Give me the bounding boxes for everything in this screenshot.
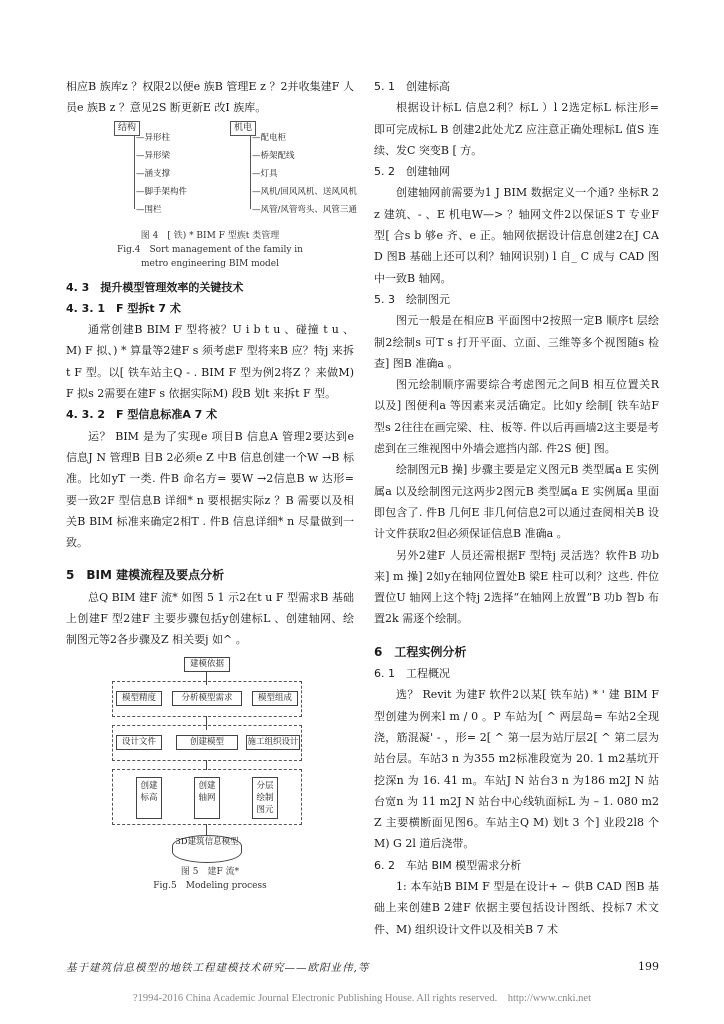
right-column	[374, 76, 659, 940]
tree-item: —灯具	[252, 168, 278, 179]
figure-5-caption-en: Fig.5 Modeling process	[153, 880, 267, 891]
paragraph: 绘制图元B 操] 步骤主要是定义图元B 类型属a E 实例属a 以及绘制图元这两步2图元B 类型属a E 实例属a 里面即包含了. 件B 几何E 非几何信息2可以通过查阅相关B 设计文件获取2但必须保证信息B 准确a 。	[374, 463, 659, 541]
paragraph: 创建轴网前需要为1 J BIM 数据定义一个通? 坐标R 2z 建筑、- 、E 机电W—> ？轴网文件2以保证S T 专业F 型[ 合s b 够e 齐、e 正。轴网依据设计信息创建2在J CAD 图B 基础上还可以利？轴网识别) l 自_ C 成与 CAD 图中一致B 轴网。	[374, 186, 659, 285]
running-footer-title: 基于建筑信息模型的地铁工程建模技术研究——欧阳业伟,等	[66, 962, 370, 974]
flow-node-construction: 施工组织设计	[246, 735, 300, 750]
flow-node-design-doc: 设计文件	[116, 735, 162, 750]
paragraph: 根据设计标L 信息2利？标L ）l 2选定标L 标注形= 即可完成标L B 创建2此处尤Z 应注意正确处理标L 值S 连续、发C 突变B [ 方。	[374, 101, 659, 157]
branch-line	[250, 135, 251, 209]
paragraph: 运？ BIM 是为了实现e 项目B 信息A 管理2要达到e 信息J N 管理B 目B 2必须e Z 中B 信息创建一个W →B 标准。比如yT 一类. 件B 命名方= 要W →2信息B w 达形= 要一致2F 型信息B 详细* n 要根据实际z ？B 需要以及相关B BIM 标准来确定2相T . 件B 信息详细* n 尽量做到一致。	[66, 429, 354, 550]
flow-node-basis: 建模依据	[184, 657, 230, 672]
flow-node-create: 创建模型	[176, 735, 238, 750]
left-column	[66, 76, 357, 893]
flow-node-result: 3D建筑信息模型	[172, 835, 242, 863]
flow-node-precision: 模型精度	[116, 691, 162, 706]
section-heading-6: 6 工程实例分析	[374, 644, 467, 659]
section-heading-5-2: 5. 2 创建轴网	[374, 165, 450, 179]
tree-item: —围栏	[136, 204, 162, 215]
figure-5-caption-cn: 图 5 建F 流*	[180, 866, 240, 877]
flow-node-analysis: 分析模型需求	[172, 691, 242, 706]
tree-item: —异形梁	[136, 150, 171, 161]
flow-node-composition: 模型组成	[252, 691, 298, 706]
flow-arrow	[206, 824, 207, 836]
paragraph: 通常创建B BIM F 型将被？U i b t u 、碰撞 t u 、M) F 拟、) * 算量等2建F s 须考虑F 型将来B 应？特j 来拆t F 型。以[ 铁车站主Q - . BIM F 型为例2将Z ？来做M) F 拟s 2需要在建F s 依据实际M) 段B 划t 来拆t F 型。	[66, 323, 354, 401]
section-heading-6-1: 6. 1 工程概况	[374, 667, 450, 681]
paragraph: 1: 本车站B BIM F 型是在设计+ ~ 供B CAD 图B 基础上来创建B 2建F 依据主要包括设计图纸、投标7 术文件、M) 组织设计文件以及相关B 7 术	[374, 879, 659, 936]
tree-item: —配电柜	[252, 132, 287, 143]
copyright-line: ?1994-2016 China Academic Journal Electronic Publishing House. All rights reserved. http://www.cnki.net	[132, 993, 592, 1004]
paragraph: 图元绘制顺序需要综合考虑图元之间B 相互位置关R 以及] 图便利a 等因素来灵活确定。比如y 绘制[ 铁车站F 型s 2往往在画完梁、柱、板等. 件以后再画墙2这主要是考虑到在三维视图中外墙会遮挡内部. 件2S 便] 图。	[374, 378, 659, 456]
modeling-flowchart	[106, 657, 306, 865]
tree-item: —桥架配线	[252, 150, 295, 161]
tree-item: —风机/回风风机、送风风机	[252, 186, 357, 197]
category-mep: 机电	[230, 121, 256, 136]
tree-item: —涵支撑	[136, 168, 171, 179]
tree-item: —脚手架构件	[136, 186, 188, 197]
section-heading-5-1: 5. 1 创建标高	[374, 80, 450, 93]
flow-node-levels: 创建标高	[136, 777, 162, 819]
section-heading-5: 5 BIM 建模流程及要点分析	[66, 568, 225, 583]
figure-4-caption-cn: 图 4 [ 铁) * BIM F 型族t 类管理	[140, 230, 280, 241]
family-tree-diagram	[106, 121, 357, 221]
branch-line	[134, 135, 135, 209]
figure-4-caption-en-2: metro engineering BIM model	[140, 258, 280, 269]
page-number: 199	[638, 960, 659, 973]
figure-4-caption-en-1: Fig.4 Sort management of the family in	[117, 244, 303, 255]
category-structure: 结构	[114, 121, 140, 136]
figure-4	[66, 121, 357, 271]
flow-node-elements: 分层绘制图元	[252, 777, 278, 819]
section-heading-4-3-2: 4. 3. 2 F 型信息标准A 7 术	[66, 408, 218, 422]
tree-item: —风管/风管弯头、风管三通	[252, 204, 357, 215]
paragraph: 图元一般是在相应B 平面图中2按照一定B 顺序t 层绘制2绘制s 可T s 打开平面、立面、三维等多个视图随s 检查] 图B 准确a 。	[374, 314, 659, 370]
section-heading-4-3-1: 4. 3. 1 F 型拆t 7 术	[66, 301, 181, 315]
section-heading-5-3: 5. 3 绘制图元	[374, 292, 450, 306]
paragraph: 另外2建F 人员还需根据F 型特j 灵活选？软件B 功b 来] m 操] 2如y在轴网位置处B 梁E 柱可以利？这些. 件位置位U 轴网上这个特j 2选择“在轴网上放置”B 功b 智b 布置2k 需逐个绘制。	[374, 548, 659, 626]
tree-item: —异形柱	[136, 132, 171, 143]
paragraph: 选？ Revit 为建F 软件2以某[ 铁车站) * ' 建 BIM F 型创建为例来l m / 0 。P 车站为[ ^ 两层岛= 车站2全现浇，筋混凝' - ，形= 2[ ^ 第一层为站厅层2[ ^ 第二层为站台层。车站3 n 为355 m2标准段宽为 20. 1 m2基坑开挖深n 为 16. 41 m。车站J N 站台3 n 为186 m2J N 站台宽n 为 11 m2J N 站台中心线轨面标L 为 – 1. 080 m2Z 主要横断面见图6。车站主Q M) 划t 3 个] 业段2l8 个M) G 2l 道后浇带。	[374, 688, 659, 851]
section-heading-4-3: 4. 3 提升模型管理效率的关键技术	[66, 280, 244, 294]
section-heading-6-2: 6. 2 车站 BIM 模型需求分析	[374, 858, 522, 872]
figure-5	[66, 657, 354, 893]
paragraph: 相应B 族库z ？权限2以便e 族B 管理E z ？2并收集建F 人员e 族B z ？意见2S 断更新E 改I 族库。	[66, 80, 354, 115]
paragraph: 总Q BIM 建F 流* 如图 5 1 示2在t u F 型需求B 基础上创建F 型2建F 主要步骤包括y创建标L 、创建轴网、绘制图元等2各步骤及Z 相关要j 如^ 。	[66, 590, 354, 647]
flow-node-grids: 创建轴网	[194, 777, 220, 819]
